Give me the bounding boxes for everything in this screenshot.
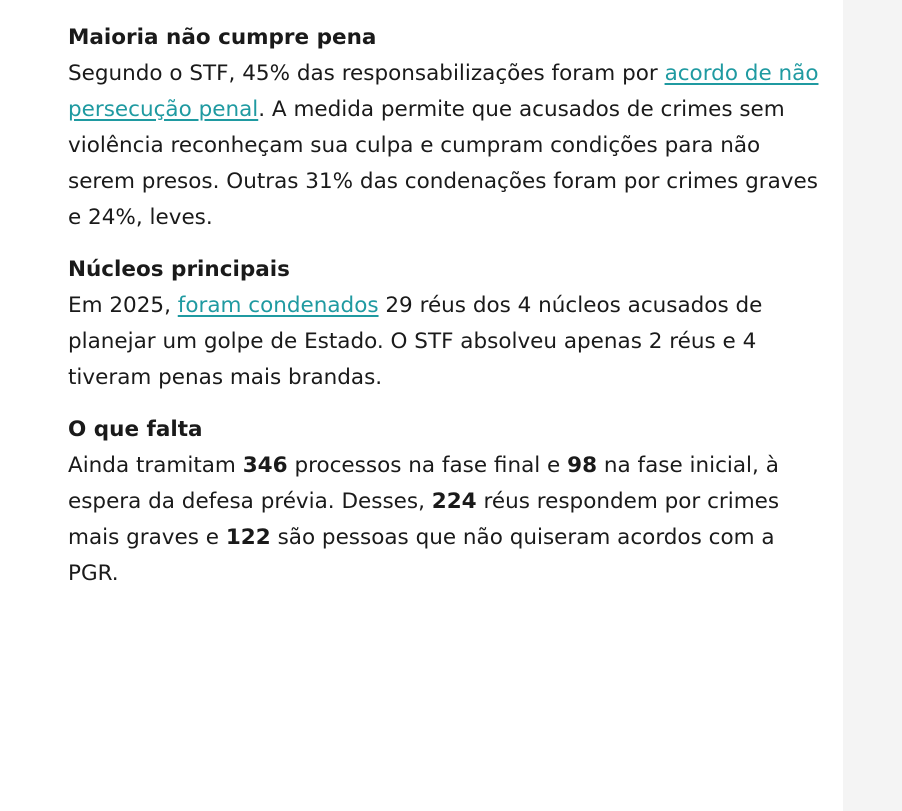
right-sidebar-strip [843, 0, 902, 811]
paragraph-text: Ainda tramitam [68, 453, 243, 478]
paragraph-text: 29 réus dos 4 núcleos acusados de planejar um golpe de Estado. O STF absolveu apenas 2 réus e 4 tiveram penas mais brandas. [68, 293, 763, 390]
section-title: Núcleos principais [68, 257, 290, 282]
paragraph-text: são pessoas que não quiseram acordos com a PGR. [68, 525, 775, 586]
section-paragraph [68, 56, 828, 236]
highlight-number: 122 [225, 525, 271, 550]
highlight-number: 98 [567, 453, 598, 478]
link-acordo-nao-persecucao[interactable]: acordo de não persecução penal [68, 61, 819, 122]
paragraph-text: Em 2025, [68, 293, 178, 318]
section-title: Maioria não cumpre pena [68, 25, 377, 50]
paragraph-text: Segundo o STF, 45% das responsabilizações foram por [68, 61, 665, 86]
article-body [68, 20, 828, 608]
paragraph-text: processos na fase final e [287, 453, 568, 478]
section-maioria [68, 20, 828, 236]
link-foram-condenados[interactable]: foram condenados [177, 293, 379, 318]
section-o-que-falta [68, 412, 828, 592]
paragraph-text: réus respondem por crimes mais graves e [68, 489, 780, 550]
section-nucleos [68, 252, 828, 396]
paragraph-text: . A medida permite que acusados de crimes sem violência reconheçam sua culpa e cumpram condições para não serem presos. Outras 31% das condenações foram por crimes graves e 24%, leves. [68, 97, 818, 230]
section-paragraph [68, 448, 828, 592]
section-title: O que falta [68, 417, 203, 442]
highlight-number: 224 [431, 489, 477, 514]
highlight-number: 346 [242, 453, 288, 478]
paragraph-text: na fase inicial, à espera da defesa prévia. Desses, [68, 453, 779, 514]
section-paragraph [68, 288, 828, 396]
